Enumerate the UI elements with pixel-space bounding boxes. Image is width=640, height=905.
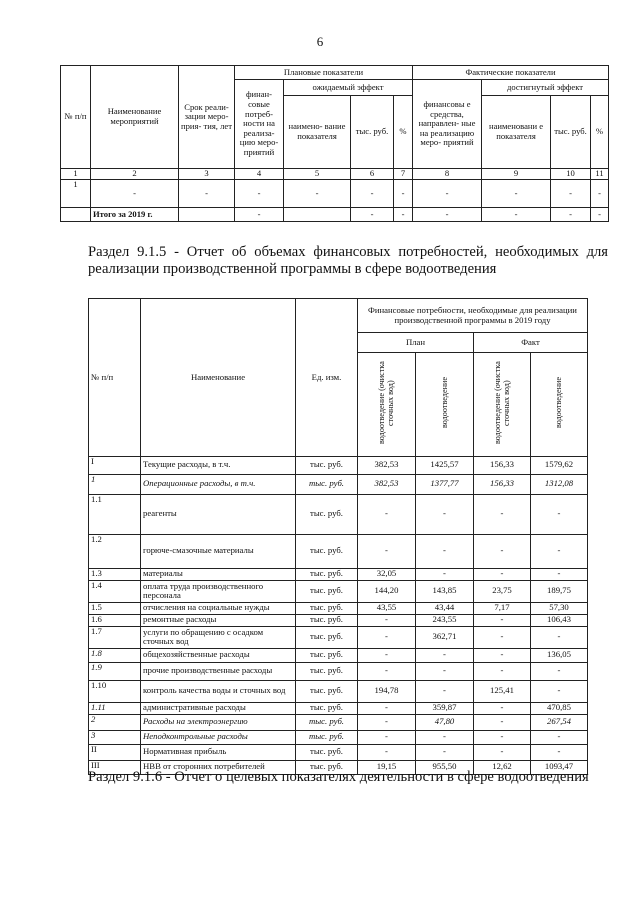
cell: -	[235, 180, 284, 208]
financial-needs-table	[88, 298, 588, 775]
fact-drainage-value: 267,54	[531, 714, 588, 730]
row-unit: тыс. руб.	[296, 568, 358, 580]
row-name: Операционные расходы, в т.ч.	[141, 474, 296, 494]
row-name: административные расходы	[141, 702, 296, 714]
fact-treatment-value: 125,41	[474, 680, 531, 702]
plan-treatment-value: -	[358, 614, 416, 626]
fact-treatment-value: -	[474, 714, 531, 730]
fact-drainage-value: 1579,62	[531, 456, 588, 474]
row-unit: тыс. руб.	[296, 626, 358, 648]
col-term-header: Срок реали- зации меро- прия- тия, лет	[179, 66, 235, 169]
fact-drainage-header: водоотведение	[554, 377, 564, 429]
row-number: 1.8	[89, 648, 141, 662]
act-eff-pct-header: %	[591, 96, 609, 169]
plan-drainage-value: 47,80	[416, 714, 474, 730]
plan-drainage-value: -	[416, 494, 474, 534]
table-row	[89, 474, 588, 494]
plan-header: План	[358, 333, 474, 353]
col-num-header: № п/п	[89, 299, 141, 457]
fact-drainage-value: 106,43	[531, 614, 588, 626]
row-number: 1.6	[89, 614, 141, 626]
row-number: 1.9	[89, 662, 141, 680]
fact-treatment-value: -	[474, 662, 531, 680]
plan-drainage-header: водоотведение	[439, 377, 449, 429]
fact-drainage-value: 189,75	[531, 580, 588, 602]
cell: 3	[179, 169, 235, 180]
fact-drainage-value: 57,30	[531, 602, 588, 614]
plan-effect-header: ожидаемый эффект	[284, 80, 413, 96]
cell: 5	[284, 169, 351, 180]
row-unit: тыс. руб.	[296, 760, 358, 774]
section-heading-9-1-5: Раздел 9.1.5 - Отчет об объемах финансовых потребностей, необходимых для реализации производственной программы в сфере водоотведения	[88, 244, 608, 278]
fact-drainage-value: -	[531, 494, 588, 534]
fact-drainage-value: 470,85	[531, 702, 588, 714]
cell: -	[482, 180, 551, 208]
row-unit: тыс. руб.	[296, 680, 358, 702]
plan-drainage-value: -	[416, 744, 474, 760]
row-number: 1.5	[89, 602, 141, 614]
fact-treatment-value: 23,75	[474, 580, 531, 602]
fact-drainage-value: -	[531, 730, 588, 744]
cell: 9	[482, 169, 551, 180]
fact-treatment-value: 7,17	[474, 602, 531, 614]
fact-treatment-value: -	[474, 568, 531, 580]
row-unit: тыс. руб.	[296, 456, 358, 474]
fact-treatment-value: 12,62	[474, 760, 531, 774]
plan-drainage-value: -	[416, 680, 474, 702]
fact-treatment-value: 156,33	[474, 456, 531, 474]
row-name: отчисления на социальные нужды	[141, 602, 296, 614]
row-name: общехозяйственные расходы	[141, 648, 296, 662]
cell: -	[591, 180, 609, 208]
cell: -	[394, 180, 413, 208]
row-name: Расходы на электроэнергию	[141, 714, 296, 730]
row-unit: тыс. руб.	[296, 474, 358, 494]
plan-treatment-value: -	[358, 494, 416, 534]
col-num-header: № п/п	[61, 66, 91, 169]
fact-drainage-value: -	[531, 744, 588, 760]
plan-drainage-value: 43,44	[416, 602, 474, 614]
cell	[61, 208, 91, 222]
plan-drainage-value: 955,50	[416, 760, 474, 774]
row-number: I	[89, 456, 141, 474]
row-unit: тыс. руб.	[296, 580, 358, 602]
row-number: 1.11	[89, 702, 141, 714]
cell: -	[551, 180, 591, 208]
act-eff-rub-header: тыс. руб.	[551, 96, 591, 169]
table-row	[89, 568, 588, 580]
plan-drainage-value: 243,55	[416, 614, 474, 626]
fact-treatment-value: 156,33	[474, 474, 531, 494]
plan-treatment-value: -	[358, 730, 416, 744]
col-name-header: Наименование мероприятий	[91, 66, 179, 169]
cell: 4	[235, 169, 284, 180]
row-name: Нормативная прибыль	[141, 744, 296, 760]
plan-eff-name-header: наимено- вание показателя	[284, 96, 351, 169]
cell: -	[351, 180, 394, 208]
row-number: 1.4	[89, 580, 141, 602]
cell: -	[413, 208, 482, 222]
row-unit: тыс. руб.	[296, 648, 358, 662]
row-name: услуги по обращению с осадком сточных вод	[141, 626, 296, 648]
act-effect-header: достигнутый эффект	[482, 80, 609, 96]
fact-treatment-value: -	[474, 626, 531, 648]
fact-drainage-value: -	[531, 680, 588, 702]
fin-group-header: Финансовые потребности, необходимые для реализации производственной программы в 2019 году	[358, 299, 588, 333]
row-number: 1.3	[89, 568, 141, 580]
fact-treatment-value: -	[474, 744, 531, 760]
fact-treatment-value: -	[474, 614, 531, 626]
plan-treatment-value: -	[358, 626, 416, 648]
row-unit: тыс. руб.	[296, 702, 358, 714]
plan-drainage-value: 143,85	[416, 580, 474, 602]
row-number: 1.2	[89, 534, 141, 568]
table-row	[89, 680, 588, 702]
fact-drainage-value: 136,05	[531, 648, 588, 662]
cell: -	[482, 208, 551, 222]
table-row	[89, 730, 588, 744]
fact-treatment-value: -	[474, 730, 531, 744]
cell: -	[551, 208, 591, 222]
row-number: 1	[89, 474, 141, 494]
col-name-header: Наименование	[141, 299, 296, 457]
row-name: горюче-смазочные материалы	[141, 534, 296, 568]
row-unit: тыс. руб.	[296, 662, 358, 680]
row-unit: тыс. руб.	[296, 534, 358, 568]
row-name: Неподконтрольные расходы	[141, 730, 296, 744]
cell: 1	[61, 169, 91, 180]
col-unit-header: Ед. изм.	[296, 299, 358, 457]
plan-treatment-header: водоотведение (очистка сточных вод)	[377, 361, 396, 445]
cell: -	[413, 180, 482, 208]
plan-drainage-value: 359,87	[416, 702, 474, 714]
table-row	[89, 614, 588, 626]
plan-treatment-value: 382,53	[358, 474, 416, 494]
plan-treatment-value: -	[358, 534, 416, 568]
plan-treatment-value: 32,05	[358, 568, 416, 580]
table-row	[89, 494, 588, 534]
row-name: контроль качества воды и сточных вод	[141, 680, 296, 702]
act-eff-name-header: наименовани е показателя	[482, 96, 551, 169]
cell	[284, 208, 351, 222]
plan-treatment-value: 43,55	[358, 602, 416, 614]
plan-drainage-value: -	[416, 568, 474, 580]
plan-eff-rub-header: тыс. руб.	[351, 96, 394, 169]
row-number: II	[89, 744, 141, 760]
cell: -	[591, 208, 609, 222]
table-row	[61, 180, 609, 208]
row-name: Текущие расходы, в т.ч.	[141, 456, 296, 474]
row-unit: тыс. руб.	[296, 494, 358, 534]
plan-treatment-value: -	[358, 662, 416, 680]
table-row	[61, 169, 609, 180]
cell: 1	[61, 180, 91, 208]
plan-treatment-value: -	[358, 714, 416, 730]
plan-treatment-value: -	[358, 648, 416, 662]
planned-actual-measures-table	[60, 65, 609, 222]
row-unit: тыс. руб.	[296, 714, 358, 730]
row-number: 2	[89, 714, 141, 730]
row-number: 1.10	[89, 680, 141, 702]
fact-header: Факт	[474, 333, 588, 353]
table-row	[89, 626, 588, 648]
fact-treatment-header: водоотведение (очистка сточных вод)	[492, 361, 511, 445]
row-name: НВВ от сторонних потребителей	[141, 760, 296, 774]
row-name: реагенты	[141, 494, 296, 534]
fact-drainage-value: -	[531, 568, 588, 580]
plan-treatment-value: 194,78	[358, 680, 416, 702]
cell	[179, 208, 235, 222]
plan-eff-pct-header: %	[394, 96, 413, 169]
row-number: 3	[89, 730, 141, 744]
fact-drainage-value: -	[531, 662, 588, 680]
page-number: 6	[316, 34, 324, 49]
row-name: оплата труда производственного персонала	[141, 580, 296, 602]
table-row	[89, 602, 588, 614]
row-name: материалы	[141, 568, 296, 580]
table-row	[89, 534, 588, 568]
cell: 8	[413, 169, 482, 180]
cell: -	[91, 180, 179, 208]
row-unit: тыс. руб.	[296, 602, 358, 614]
row-unit: тыс. руб.	[296, 744, 358, 760]
plan-drainage-value: -	[416, 534, 474, 568]
cell: 2	[91, 169, 179, 180]
fact-treatment-value: -	[474, 534, 531, 568]
section-heading-9-1-6: Раздел 9.1.6 - Отчет о целевых показателях деятельности в сфере водоотведения	[88, 769, 589, 785]
plan-treatment-value: -	[358, 702, 416, 714]
cell: -	[351, 208, 394, 222]
planned-group-header: Плановые показатели	[235, 66, 413, 80]
plan-drainage-value: -	[416, 662, 474, 680]
row-number: 1.7	[89, 626, 141, 648]
fact-drainage-value: -	[531, 534, 588, 568]
row-unit: тыс. руб.	[296, 614, 358, 626]
plan-drainage-value: -	[416, 730, 474, 744]
cell: -	[394, 208, 413, 222]
plan-fin-header: финан- совые потреб- ности на реализа- цию меро- приятий	[235, 80, 284, 169]
row-number: III	[89, 760, 141, 774]
actual-group-header: Фактические показатели	[413, 66, 609, 80]
fact-treatment-value: -	[474, 494, 531, 534]
act-fin-header: финансовы е средства, направлен- ные на реализацию меро- приятий	[413, 80, 482, 169]
cell: 6	[351, 169, 394, 180]
table-row	[89, 456, 588, 474]
table-row	[89, 744, 588, 760]
fact-drainage-value: 1093,47	[531, 760, 588, 774]
table-row	[89, 702, 588, 714]
cell: 7	[394, 169, 413, 180]
table-row	[89, 662, 588, 680]
plan-drainage-value: -	[416, 648, 474, 662]
row-number: 1.1	[89, 494, 141, 534]
fact-treatment-value: -	[474, 648, 531, 662]
row-unit: тыс. руб.	[296, 730, 358, 744]
table-row	[89, 648, 588, 662]
fact-treatment-value: -	[474, 702, 531, 714]
cell: -	[284, 180, 351, 208]
fact-drainage-value: 1312,08	[531, 474, 588, 494]
table-row	[89, 714, 588, 730]
fact-drainage-value: -	[531, 626, 588, 648]
plan-drainage-value: 1377,77	[416, 474, 474, 494]
table-row	[89, 580, 588, 602]
row-name: прочие производственные расходы	[141, 662, 296, 680]
plan-treatment-value: 144,20	[358, 580, 416, 602]
cell: -	[235, 208, 284, 222]
cell: -	[179, 180, 235, 208]
cell: 10	[551, 169, 591, 180]
plan-treatment-value: 382,53	[358, 456, 416, 474]
row-name: ремонтные расходы	[141, 614, 296, 626]
cell: 11	[591, 169, 609, 180]
plan-drainage-value: 362,71	[416, 626, 474, 648]
plan-treatment-value: -	[358, 744, 416, 760]
table-row	[61, 208, 609, 222]
plan-treatment-value: 19,15	[358, 760, 416, 774]
plan-drainage-value: 1425,57	[416, 456, 474, 474]
total-label: Итого за 2019 г.	[91, 208, 179, 222]
